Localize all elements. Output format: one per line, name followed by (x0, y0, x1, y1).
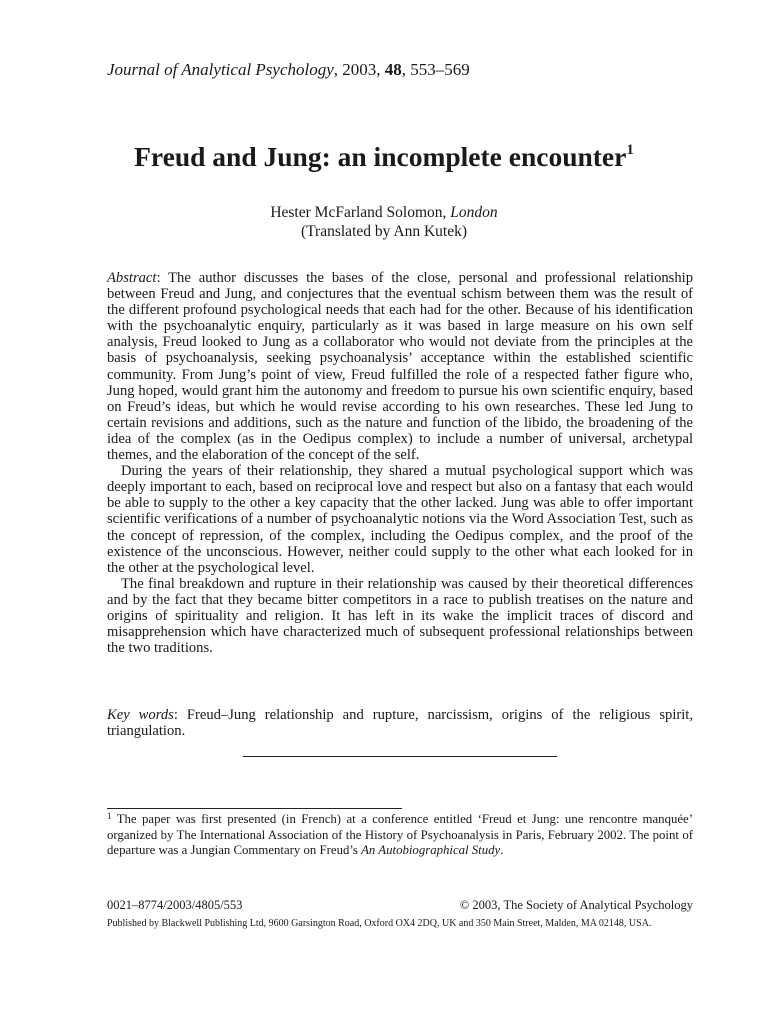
article-title-block (0, 140, 768, 174)
copyright-notice: © 2003, The Society of Analytical Psychology (459, 898, 693, 912)
footnote (107, 812, 693, 859)
keywords-label: Key words (107, 707, 174, 723)
journal-pages: , 553–569 (401, 60, 470, 79)
abstract (107, 270, 693, 656)
keywords-text: : Freud–Jung relationship and rupture, narcissism, origins of the religious spirit, triangulation. (107, 707, 693, 740)
abstract-text-1: : The author discusses the bases of the close, personal and professional relationship between Freud and Jung, and conjectures that the eventual schism between them was the result of the different profound psychological needs that each had for the other. Because of his identification with the psychoanalytic enquiry, particularly as it was based in large measure on his own self analysis, Freud looked to Jung as a collaborator who would not deviate from the principles at the basis of psychoanalysis, seeking psychoanalysis’ acceptance within the established scientific community. From Jung’s point of view, Freud fulfilled the role of a respected father figure who, Jung hoped, would grant him the autonomy and freedom to pursue his own scientific enquiry, based on Freud’s ideas, but which he would revise according to his own researches. These led Jung to certain revisions and additions, such as the nature and function of the libido, the broadening of the idea of the complex (as in the Oedipus complex) to include a number of universal, archetypal themes, and the elaboration of the concept of the self. (107, 270, 693, 464)
keywords (107, 707, 693, 739)
journal-year: , 2003, (333, 60, 385, 79)
footnote-text: The paper was first presented (in French) at a conference entitled ‘Freud et Jung: une rencontre manquée’ organized by The International Association of the History of Psychoanalysis in Paris, February 2002. The point of departure was a Jungian Commentary on Freud’s (107, 812, 693, 858)
title-footnote-mark: 1 (626, 142, 634, 158)
issn-code: 0021–8774/2003/4805/553 (107, 898, 243, 912)
section-divider (243, 756, 557, 757)
translator-line: (Translated by Ann Kutek) (300, 223, 468, 240)
journal-name: Journal of Analytical Psychology (107, 60, 334, 79)
abstract-label: Abstract (107, 270, 157, 286)
footnote-work-title: An Autobiographical Study (361, 843, 501, 858)
abstract-paragraph-3: The final breakdown and rupture in their relationship was caused by their theoretical differences and by the fact that they became bitter competitors in a race to publish treatises on the nature and origins of spirituality and religion. It has left in its wake the implicit traces of discord and misapprehension which have characterized much of subsequent professional relationships between the two traditions. (107, 575, 693, 657)
journal-citation (107, 60, 470, 80)
journal-volume: 48 (384, 60, 402, 79)
abstract-paragraph-1 (107, 270, 693, 463)
footnote-divider (107, 808, 402, 809)
footnote-mark: 1 (107, 811, 112, 821)
author-name: Hester McFarland Solomon, (270, 204, 451, 221)
author-line (0, 204, 768, 222)
footnote-end: . (500, 843, 504, 858)
author-location: London (450, 204, 498, 221)
publisher-line: Published by Blackwell Publishing Ltd, 9600 Garsington Road, Oxford OX4 2DQ, UK and 350 Main Street, Malden, MA 02148, USA. (107, 918, 652, 929)
abstract-paragraph-2: During the years of their relationship, they shared a mutual psychological support which was deeply important to each, based on reciprocal love and respect but also on a fantasy that each would be able to supply to the other a key capacity that the other lacked. Jung was able to offer important scientific verifications of a number of psychoanalytic notions via the Word Association Test, such as the concept of repression, of the complex, including the Oedipus complex, and the proof of the existence of the unconscious. However, neither could supply to the other what each looked for in the other at the psychological level. (107, 463, 693, 576)
article-title: Freud and Jung: an incomplete encounter (134, 141, 627, 172)
